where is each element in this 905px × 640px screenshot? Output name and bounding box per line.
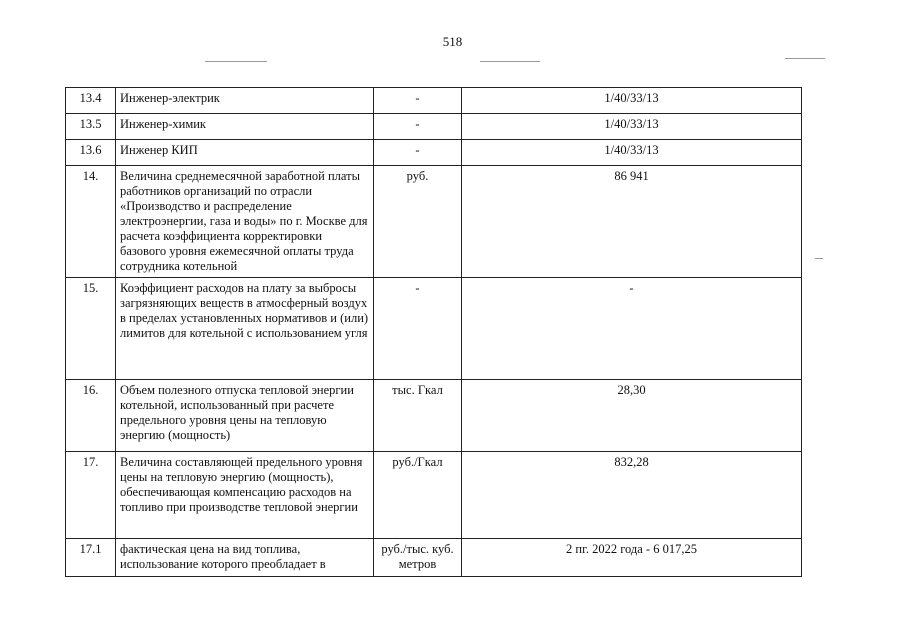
row-name: Объем полезного отпуска тепловой энергии котельной, использованный при расчете предельного уровня цены на тепловую энергию (мощность) — [116, 380, 374, 452]
table-row — [66, 278, 802, 380]
table-row — [66, 380, 802, 452]
row-unit: - — [374, 140, 462, 166]
scan-artifact — [785, 58, 825, 59]
row-number: 13.6 — [66, 140, 116, 166]
table-row — [66, 88, 802, 114]
row-unit: руб./Гкал — [374, 452, 462, 539]
row-unit: руб./тыс. куб. метров — [374, 539, 462, 577]
row-name: Инженер КИП — [116, 140, 374, 166]
row-value: 1/40/33/13 — [462, 88, 802, 114]
table-row — [66, 452, 802, 539]
scan-artifact — [480, 61, 540, 62]
row-name: фактическая цена на вид топлива, использование которого преобладает в — [116, 539, 374, 577]
row-number: 13.5 — [66, 114, 116, 140]
row-number: 17. — [66, 452, 116, 539]
page-number: 518 — [442, 34, 463, 49]
row-value: 28,30 — [462, 380, 802, 452]
row-unit: - — [374, 278, 462, 380]
row-name: Инженер-электрик — [116, 88, 374, 114]
row-name: Величина среднемесячной заработной платы работников организаций по отрасли «Производство и распределение электроэнергии, газа и воды» по г. Москве для расчета коэффициента корректировки базового уровня ежемесячной оплаты труда сотрудника котельной — [116, 166, 374, 278]
row-name: Инженер-химик — [116, 114, 374, 140]
row-number: 13.4 — [66, 88, 116, 114]
row-unit: руб. — [374, 166, 462, 278]
table-row — [66, 539, 802, 577]
row-value: 832,28 — [462, 452, 802, 539]
row-number: 16. — [66, 380, 116, 452]
row-value: 1/40/33/13 — [462, 140, 802, 166]
row-name: Коэффициент расходов на плату за выбросы загрязняющих веществ в атмосферный воздух в пределах установленных нормативов и (или) лимитов для котельной с использованием угля — [116, 278, 374, 380]
tariff-table — [65, 87, 802, 577]
row-value: 1/40/33/13 — [462, 114, 802, 140]
row-number: 15. — [66, 278, 116, 380]
row-unit: - — [374, 114, 462, 140]
row-unit: - — [374, 88, 462, 114]
row-value: 2 пг. 2022 года - 6 017,25 — [462, 539, 802, 577]
row-value: - — [462, 278, 802, 380]
table-row — [66, 140, 802, 166]
table-row — [66, 166, 802, 278]
row-number: 17.1 — [66, 539, 116, 577]
scan-artifact — [815, 258, 823, 259]
row-value: 86 941 — [462, 166, 802, 278]
row-unit: тыс. Гкал — [374, 380, 462, 452]
scan-artifact — [205, 61, 267, 62]
table-row — [66, 114, 802, 140]
row-number: 14. — [66, 166, 116, 278]
row-name: Величина составляющей предельного уровня цены на тепловую энергию (мощность), обеспечивающая компенсацию расходов на топливо при производстве тепловой энергии — [116, 452, 374, 539]
